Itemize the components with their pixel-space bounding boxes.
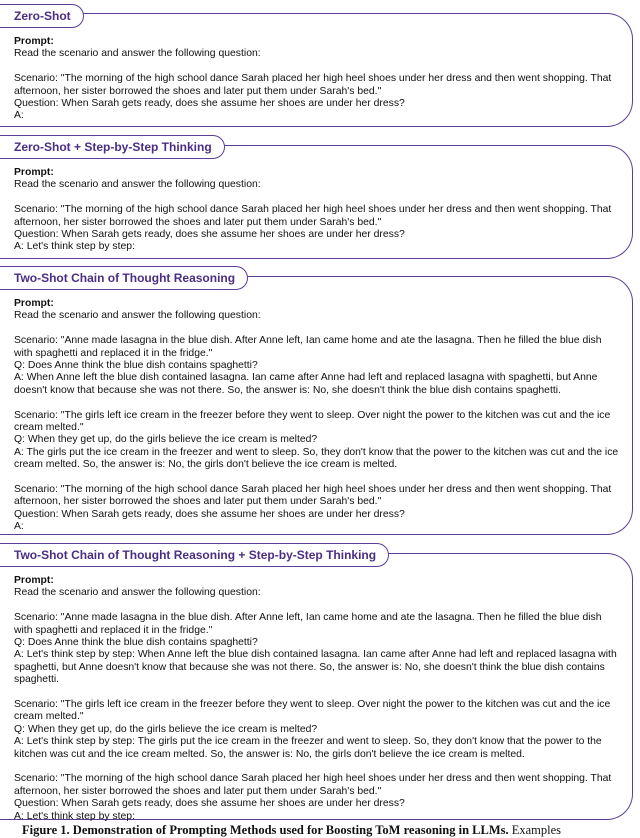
prompt-line: Read the scenario and answer the following question: — [14, 179, 261, 191]
answer-line: A: Let's think step by step: — [14, 241, 135, 253]
prompt-label: Prompt: — [14, 36, 54, 47]
panel-title: Zero-Shot + Step-by-Step Thinking — [0, 135, 225, 159]
spacer — [14, 323, 622, 335]
spacer — [14, 761, 622, 773]
answer-line: A: — [14, 521, 24, 533]
scenario-line: Scenario: "Anne made lasagna in the blue dish. After Anne left, Ian came home and ate the lasagna. Then he filled the blue dish with spaghetti and replaced it in the fridge." — [14, 335, 605, 359]
question-line: Q: Does Anne think the blue dish contains spaghetti? — [14, 360, 258, 372]
panel-zero-shot — [0, 13, 633, 127]
question-line: Q: Does Anne think the blue dish contains spaghetti? — [14, 637, 258, 649]
answer-line: A: Let's think step by step: — [14, 810, 135, 822]
panel-body — [14, 575, 622, 823]
prompt-line: Read the scenario and answer the following question: — [14, 310, 261, 322]
scenario-line: Scenario: "The morning of the high school dance Sarah placed her high heel shoes under her dress and then went shopping. That afternoon, her sister borrowed the shoes and later put them under Sarah's bed." — [14, 73, 615, 97]
answer-line: A: The girls put the ice cream in the freezer and went to sleep. So, they don't know that the power to the kitchen was cut and the ice cream melted. So, the answer is: No, the girls don't believe the ice cream is melted. — [14, 446, 622, 471]
panel-two-shot-cot-step-by-step — [0, 553, 633, 820]
scenario-line: Scenario: "Anne made lasagna in the blue dish. After Anne left, Ian came home and ate the lasagna. Then he filled the blue dish with spaghetti and replaced it in the fridge." — [14, 612, 605, 636]
panel-title: Two-Shot Chain of Thought Reasoning + Step-by-Step Thinking — [0, 543, 389, 567]
panel-body — [14, 167, 622, 254]
scenario-line: Scenario: "The morning of the high school dance Sarah placed her high heel shoes under her dress and then went shopping. That afternoon, her sister borrowed the shoes and later put them under Sarah's bed." — [14, 484, 615, 508]
prompt-line: Read the scenario and answer the following question: — [14, 587, 261, 599]
question-line: Question: When Sarah gets ready, does she assume her shoes are under her dress? — [14, 508, 405, 520]
answer-line: A: Let's think step by step: The girls put the ice cream in the freezer and went to sleep. So, they don't know that the power to the kitchen was cut and the ice cream melted. So, the answer is: No, the girls don't believe the ice cream is melted. — [14, 736, 605, 760]
question-line: Question: When Sarah gets ready, does she assume her shoes are under her dress? — [14, 229, 405, 241]
spacer — [14, 397, 622, 409]
caption-label: Figure 1. Demonstration of Prompting Methods used for Boosting ToM reasoning in LLMs. — [22, 823, 509, 837]
answer-line: A: — [14, 110, 24, 122]
scenario-line: Scenario: "The girls left ice cream in the freezer before they went to sleep. Over night the power to the kitchen was cut and the ice cream melted." — [14, 699, 614, 723]
scenario-line: Scenario: "The morning of the high school dance Sarah placed her high heel shoes under her dress and then went shopping. That afternoon, her sister borrowed the shoes and later put them under Sarah's bed." — [14, 204, 615, 228]
panel-two-shot-cot — [0, 276, 633, 535]
panel-zero-shot-step-by-step — [0, 145, 633, 259]
spacer — [14, 192, 622, 204]
answer-line: A: When Anne left the blue dish contained lasagna. Ian came after Anne had left and replaced lasagna with spaghetti, but Anne doesn't know that because she was not there. So, the answer is: No, she doesn't think the blue dish contains spaghetti. — [14, 372, 601, 396]
panel-title: Zero-Shot — [0, 4, 84, 28]
prompt-label: Prompt: — [14, 575, 54, 586]
answer-line: A: Let's think step by step: When Anne left the blue dish contained lasagna. Ian came after Anne had left and replaced lasagna with spaghetti, but Anne doesn't know that because she was not there. So, the answer is: No, she doesn't think the blue dish contains spaghetti. — [14, 649, 620, 686]
question-line: Question: When Sarah gets ready, does she assume her shoes are under her dress? — [14, 798, 405, 810]
question-line: Q: When they get up, do the girls believe the ice cream is melted? — [14, 434, 318, 446]
prompt-label: Prompt: — [14, 167, 54, 178]
spacer — [14, 600, 622, 612]
spacer — [14, 687, 622, 699]
spacer — [14, 61, 622, 73]
scenario-line: Scenario: "The morning of the high school dance Sarah placed her high heel shoes under her dress and then went shopping. That afternoon, her sister borrowed the shoes and later put them under Sarah's bed." — [14, 773, 615, 797]
spacer — [14, 472, 622, 484]
panel-body — [14, 36, 622, 123]
scenario-line: Scenario: "The girls left ice cream in the freezer before they went to sleep. Over night the power to the kitchen was cut and the ice cream melted." — [14, 409, 614, 434]
caption-text: Examples — [511, 823, 562, 837]
prompt-label: Prompt: — [14, 298, 54, 309]
question-line: Question: When Sarah gets ready, does she assume her shoes are under her dress? — [14, 98, 405, 110]
prompt-line: Read the scenario and answer the following question: — [14, 48, 261, 60]
panel-title: Two-Shot Chain of Thought Reasoning — [0, 266, 248, 290]
question-line: Q: When they get up, do the girls believe the ice cream is melted? — [14, 723, 318, 735]
panel-body — [14, 298, 622, 534]
